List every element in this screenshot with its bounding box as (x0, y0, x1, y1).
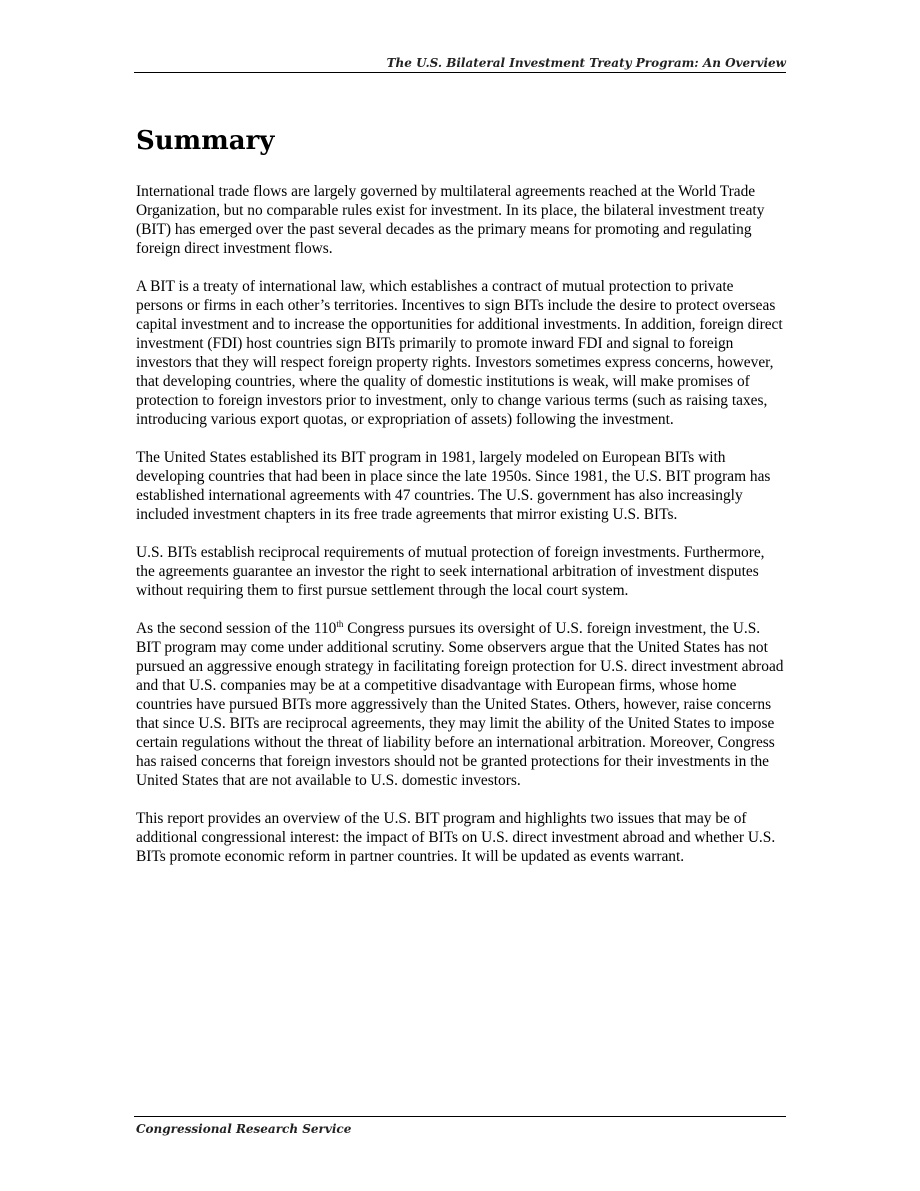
paragraph-reciprocal-requirements: U.S. BITs establish reciprocal requirements of mutual protection of foreign investments. Furthermore, the agreements guarantee an investor the right to seek international arbitration of investment disputes without requiring them to first pursue settlement through the local court system. (136, 544, 765, 599)
page-content (136, 124, 784, 885)
paragraph-us-program: The United States established its BIT program in 1981, largely modeled on European BITs with developing countries that had been in place since the late 1950s. Since 1981, the U.S. BIT program has established international agreements with 47 countries. The U.S. government has also increasingly included investment chapters in its free trade agreements that mirror existing U.S. BITs. (136, 449, 771, 523)
paragraph-report-overview: This report provides an overview of the U.S. BIT program and highlights two issues that may be of additional congressional interest: the impact of BITs on U.S. direct investment abroad and whether U.S. BITs promote economic reform in partner countries. It will be updated as events warrant. (136, 810, 776, 865)
paragraph-bit-definition: A BIT is a treaty of international law, which establishes a contract of mutual protection to private persons or firms in each other’s territories. Incentives to sign BITs include the desire to protect overseas capital investment and to increase the opportunities for additional investments. In addition, foreign direct investment (FDI) host countries sign BITs primarily to promote inward FDI and signal to foreign investors that they will respect foreign property rights. Investors sometimes express concerns, however, that developing countries, where the quality of domestic institutions is weak, will make promises of protection to foreign investors prior to investment, only to change various terms (such as raising taxes, introducing various export quotas, or expropriation of assets) following the investment. (136, 278, 783, 428)
page-title: Summary (136, 126, 275, 156)
running-footer: Congressional Research Service (136, 1122, 352, 1136)
running-header: The U.S. Bilateral Investment Treaty Program: An Overview (386, 56, 786, 70)
paragraph-congress-lead: As the second session of the 110 (136, 620, 337, 637)
paragraph-congress-oversight (136, 619, 784, 790)
footer-rule (134, 1116, 786, 1117)
ordinal-suffix: th (336, 618, 344, 629)
paragraph-congress-rest: Congress pursues its oversight of U.S. foreign investment, the U.S. BIT program may come under additional scrutiny. Some observers argue that the United States has not pursued an aggressive enough strategy in facilitating foreign protection for U.S. direct investment abroad and that U.S. companies may be at a competitive disadvantage with European firms, whose home countries have pursued BITs more aggressively than the United States. Others, however, raise concerns that since U.S. BITs are reciprocal agreements, they may limit the ability of the United States to impose certain regulations without the threat of liability before an international arbitration. Moreover, Congress has raised concerns that foreign investors should not be granted protections for their investments in the United States that are not available to U.S. domestic investors. (136, 620, 784, 789)
header-rule (134, 72, 786, 73)
paragraph-intro: International trade flows are largely governed by multilateral agreements reached at the World Trade Organization, but no comparable rules exist for investment. In its place, the bilateral investment treaty (BIT) has emerged over the past several decades as the primary means for promoting and regulating foreign direct investment flows. (136, 183, 765, 257)
